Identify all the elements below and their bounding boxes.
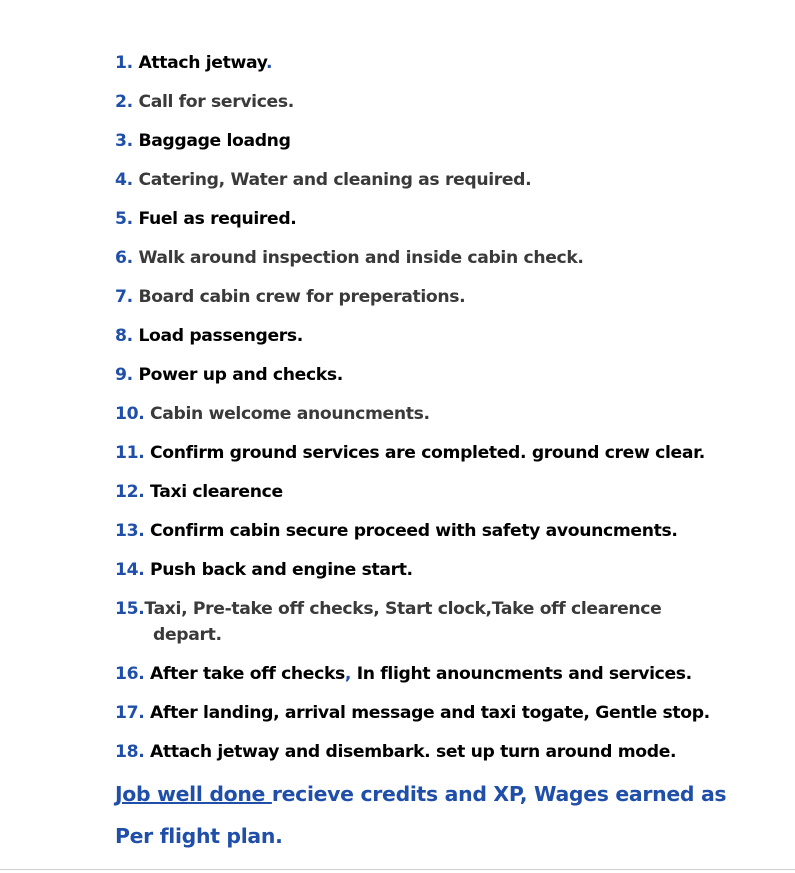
item-number: 6. [115, 248, 133, 268]
checklist-item [115, 403, 710, 442]
item-number: 13. [115, 521, 145, 541]
item-text: Attach jetway and disembark. set up turn around mode. [150, 742, 677, 762]
checklist-item [115, 598, 710, 663]
checklist-item [115, 741, 710, 780]
checklist-item [115, 481, 710, 520]
item-comma: , [344, 664, 352, 684]
checklist-item [115, 520, 710, 559]
checklist-item [115, 702, 710, 741]
item-text: Attach jetway [138, 53, 266, 73]
item-text: Confirm cabin secure proceed with safety avouncments. [150, 521, 678, 541]
item-suffix: . [265, 53, 273, 73]
checklist-item [115, 130, 710, 169]
item-text: Load passengers. [138, 326, 303, 346]
completion-message [115, 779, 726, 863]
item-number: 9. [115, 365, 133, 385]
item-number: 8. [115, 326, 133, 346]
page-bottom-divider [0, 869, 795, 870]
item-number: 17. [115, 703, 145, 723]
completion-line-2: Per flight plan. [115, 824, 283, 848]
item-text: Board cabin crew for preperations. [138, 287, 466, 307]
item-text: After take off checks [150, 664, 345, 684]
item-number: 11. [115, 443, 145, 463]
completion-line-1 [115, 779, 726, 821]
item-number: 10. [115, 404, 145, 424]
item-number: 12. [115, 482, 145, 502]
item-text: Taxi, Pre-take off checks, Start clock,Take off clearence [144, 599, 662, 619]
item-text: Catering, Water and cleaning as required. [138, 170, 532, 190]
item-number: 15. [115, 599, 145, 619]
item-text: Call for services. [138, 92, 294, 112]
item-number: 2. [115, 92, 133, 112]
item-number: 18. [115, 742, 145, 762]
checklist-item [115, 286, 710, 325]
item-number: 1. [115, 53, 133, 73]
item-number: 16. [115, 664, 145, 684]
item-number: 5. [115, 209, 133, 229]
checklist-item [115, 91, 710, 130]
item-text: Push back and engine start. [150, 560, 413, 580]
item-text: Confirm ground services are completed. ground crew clear. [150, 443, 705, 463]
flight-checklist [115, 52, 710, 780]
item-text: Baggage loadng [138, 131, 291, 151]
item-number: 7. [115, 287, 133, 307]
checklist-item [115, 559, 710, 598]
item-text-continued: depart. [153, 625, 222, 645]
checklist-item [115, 52, 710, 91]
checklist-item [115, 442, 710, 481]
checklist-item [115, 208, 710, 247]
item-text: Taxi clearence [150, 482, 283, 502]
item-text-rest: In flight anouncments and services. [351, 664, 692, 684]
checklist-item [115, 325, 710, 364]
completion-text: recieve credits and XP, Wages earned as [271, 782, 727, 806]
item-text: Cabin welcome anouncments. [150, 404, 430, 424]
item-text: Walk around inspection and inside cabin check. [138, 248, 584, 268]
item-number: 14. [115, 560, 145, 580]
item-text: Fuel as required. [138, 209, 297, 229]
checklist-item [115, 364, 710, 403]
checklist-item [115, 169, 710, 208]
item-number: 3. [115, 131, 133, 151]
checklist-item [115, 663, 710, 702]
checklist-item [115, 247, 710, 286]
item-text: After landing, arrival message and taxi togate, Gentle stop. [150, 703, 710, 723]
item-number: 4. [115, 170, 133, 190]
job-well-done-link[interactable]: Job well done [115, 782, 272, 806]
item-text: Power up and checks. [138, 365, 343, 385]
